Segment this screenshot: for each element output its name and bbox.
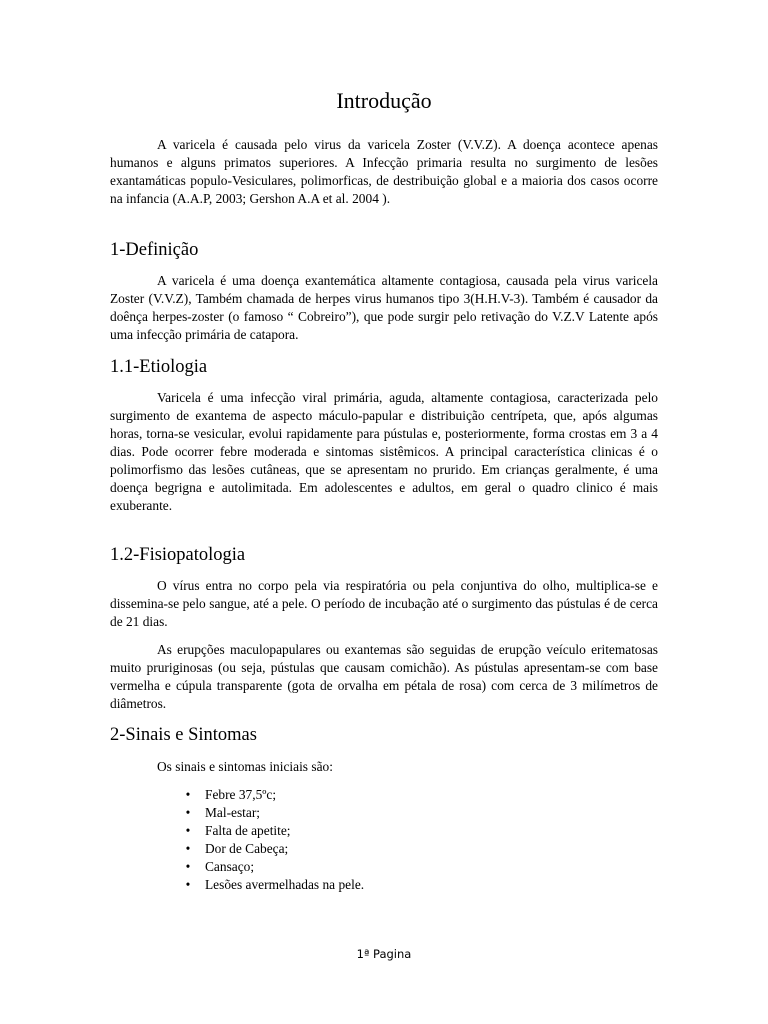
list-item — [183, 804, 364, 822]
symptom-text: Lesões avermelhadas na pele. — [205, 877, 365, 892]
list-item — [183, 858, 364, 876]
heading-etiologia: 1.1-Etiologia — [110, 357, 208, 377]
fisiopatologia-paragraph-1: O vírus entra no corpo pela via respiratória ou pela conjuntiva do olho, multiplica-se e dissemina-se pelo sangue, até a pele. O período de incubação até o surgimento das pústulas é de cerca de 21 dias. — [110, 578, 658, 629]
bullet-icon: • — [185, 841, 191, 856]
symptoms-list — [183, 786, 364, 894]
page-footer: 1ª Pagina — [356, 947, 412, 961]
symptom-text: Dor de Cabeça; — [205, 841, 289, 856]
intro-paragraph: A varicela é causada pelo virus da varicela Zoster (V.V.Z). A doença acontece apenas humanos e alguns primatos superiores. A Infecção primaria resulta no surgimento de lesões exantamáticas populo-Vesiculares, polimorficas, de destribuição global e a maioria dos casos ocorre na infancia (A.A.P, 2003; Gershon A.A et al. 2004 ). — [110, 137, 658, 206]
heading-fisiopatologia: 1.2-Fisiopatologia — [110, 545, 246, 565]
symptom-text: Cansaço; — [205, 859, 255, 874]
page-title: Introdução — [336, 88, 432, 113]
definicao-paragraph: A varicela é uma doença exantemática altamente contagiosa, causada pela virus varicela Zoster (V.V.Z), Também chamada de herpes virus humanos tipo 3(H.H.V-3). Também é causador da doênça herpes-zoster (o famoso “ Cobreiro”), que pode surgir pelo retivação do V.Z.V Latente após uma infecção primária de catapora. — [110, 273, 658, 342]
bullet-icon: • — [185, 859, 191, 874]
symptom-text: Mal-estar; — [205, 805, 261, 820]
fisiopatologia-paragraph-2: As erupções maculopapulares ou exantemas são seguidas de erupção veículo eritematosas muito pruriginosas (ou seja, pústulas que causam comichão). As pústulas apresentam-se com base vermelha e cúpula transparente (gota de orvalha em pétala de rosa) com cerca de 3 milímetros de diâmetros. — [110, 642, 658, 711]
symptom-text: Febre 37,5ºc; — [205, 787, 277, 802]
etiologia-paragraph: Varicela é uma infecção viral primária, aguda, altamente contagiosa, caracterizada pelo surgimento de exantema de aspecto máculo-papular e distribuição centrípeta, que, após algumas horas, torna-se vesicular, evolui rapidamente para pústulas e, posteriormente, forma crostas em 3 a 4 dias. Pode ocorrer febre moderada e sintomas sistêmicos. A principal característica clinicas é o polimorfismo das lesões cutâneas, que se apresentam no prurido. Em crianças geralmente, é uma doença begrigna e autolimitada. Em adolescentes e adultos, em geral o quadro clinico é mais exuberante. — [110, 390, 658, 513]
document-page — [110, 0, 658, 1024]
symptom-text: Falta de apetite; — [205, 823, 291, 838]
heading-sinais-sintomas: 2-Sinais e Sintomas — [110, 725, 257, 745]
bullet-icon: • — [185, 877, 191, 892]
bullet-icon: • — [185, 805, 191, 820]
heading-definicao: 1-Definição — [110, 240, 199, 260]
list-item — [183, 876, 364, 894]
bullet-icon: • — [185, 787, 191, 802]
list-item — [183, 786, 364, 804]
sinais-intro-paragraph: Os sinais e sintomas iniciais são: — [157, 759, 333, 774]
list-item — [183, 822, 364, 840]
list-item — [183, 840, 364, 858]
bullet-icon: • — [185, 823, 191, 838]
